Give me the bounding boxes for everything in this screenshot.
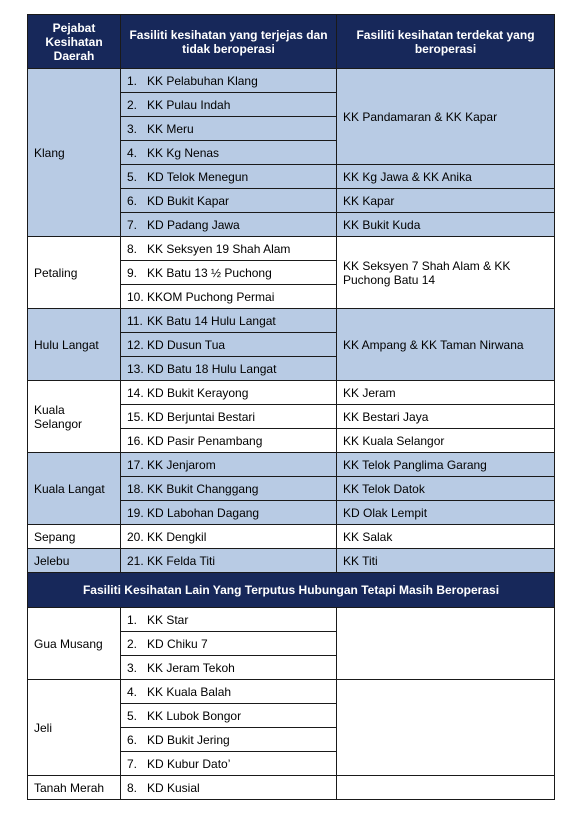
facility-name: KK Lubok Bongor <box>147 708 242 723</box>
facility-number: 18. <box>127 481 144 496</box>
section-header-row <box>28 573 555 608</box>
facility-number: 11. <box>127 313 143 328</box>
facilities-table <box>27 14 555 800</box>
nearest-facility-cell: KK Salak <box>337 525 555 549</box>
nearest-facility-cell: KK Kuala Selangor <box>337 429 555 453</box>
affected-facility-cell <box>121 117 337 141</box>
table-row <box>28 680 555 704</box>
facility-number: 21. <box>127 553 144 568</box>
affected-facility-cell <box>121 213 337 237</box>
affected-facility-cell <box>121 69 337 93</box>
facility-number: 2. <box>127 97 138 112</box>
nearest-facility-cell: KK Jeram <box>337 381 555 405</box>
affected-facility-cell <box>121 165 337 189</box>
district-cell: Gua Musang <box>28 608 121 680</box>
table-row <box>28 381 555 405</box>
facility-number: 2. <box>127 636 138 651</box>
district-cell: Kuala Selangor <box>28 381 121 453</box>
header-nearest: Fasiliti kesihatan terdekat yang beroperasi <box>337 15 555 69</box>
facility-number: 13. <box>127 361 144 376</box>
connected-facility-cell <box>121 776 337 800</box>
facility-name: KD Bukit Jering <box>147 732 230 747</box>
table-row <box>28 309 555 333</box>
connected-facility-cell <box>121 728 337 752</box>
empty-cell <box>337 608 555 680</box>
nearest-facility-cell: KK Bukit Kuda <box>337 213 555 237</box>
facility-number: 10. <box>127 289 144 304</box>
table-row <box>28 525 555 549</box>
connected-facility-cell <box>121 656 337 680</box>
facility-name: KK Felda Titi <box>147 553 216 568</box>
facility-name: KK Meru <box>147 121 194 136</box>
table-row <box>28 69 555 93</box>
affected-facility-cell <box>121 237 337 261</box>
nearest-facility-cell: KD Olak Lempit <box>337 501 555 525</box>
facility-number: 8. <box>127 780 138 795</box>
affected-facility-cell <box>121 333 337 357</box>
district-cell: Hulu Langat <box>28 309 121 381</box>
facility-number: 4. <box>127 684 138 699</box>
empty-cell <box>337 680 555 776</box>
connected-facility-cell <box>121 632 337 656</box>
facility-number: 7. <box>127 756 138 771</box>
facility-name: KD Kusial <box>147 780 200 795</box>
connected-facility-cell <box>121 704 337 728</box>
nearest-facility-cell: KK Pandamaran & KK Kapar <box>337 69 555 165</box>
facility-name: KK Batu 13 ½ Puchong <box>147 265 272 280</box>
facility-number: 17. <box>127 457 144 472</box>
facility-number: 16. <box>127 433 144 448</box>
nearest-facility-cell: KK Telok Datok <box>337 477 555 501</box>
affected-facility-cell <box>121 357 337 381</box>
facility-name: KD Dusun Tua <box>147 337 226 352</box>
facility-name: KD Batu 18 Hulu Langat <box>147 361 277 376</box>
header-affected: Fasiliti kesihatan yang terjejas dan tidak beroperasi <box>121 15 337 69</box>
nearest-facility-cell: KK Bestari Jaya <box>337 405 555 429</box>
nearest-facility-cell: KK Ampang & KK Taman Nirwana <box>337 309 555 381</box>
facility-number: 7. <box>127 217 138 232</box>
connected-facility-cell <box>121 608 337 632</box>
affected-facility-cell <box>121 453 337 477</box>
facility-name: KD Padang Jawa <box>147 217 240 232</box>
facility-number: 4. <box>127 145 138 160</box>
affected-facility-cell <box>121 501 337 525</box>
affected-facility-cell <box>121 189 337 213</box>
header-row <box>28 15 555 69</box>
nearest-facility-cell: KK Titi <box>337 549 555 573</box>
affected-facility-cell <box>121 93 337 117</box>
facility-name: KK Seksyen 19 Shah Alam <box>147 241 291 256</box>
facility-number: 20. <box>127 529 144 544</box>
affected-facility-cell <box>121 525 337 549</box>
district-cell: Jeli <box>28 680 121 776</box>
nearest-facility-cell: KK Kg Jawa & KK Anika <box>337 165 555 189</box>
table-row <box>28 776 555 800</box>
header-district: Pejabat Kesihatan Daerah <box>28 15 121 69</box>
affected-facility-cell <box>121 549 337 573</box>
facility-number: 1. <box>127 612 138 627</box>
facility-number: 6. <box>127 732 138 747</box>
facility-name: KK Jenjarom <box>147 457 216 472</box>
table-row <box>28 237 555 261</box>
facility-name: KD Kubur Dato’ <box>147 756 231 771</box>
facility-name: KD Telok Menegun <box>147 169 249 184</box>
connected-facility-cell <box>121 680 337 704</box>
facility-name: KK Kuala Balah <box>147 684 232 699</box>
table-row <box>28 453 555 477</box>
district-cell: Tanah Merah <box>28 776 121 800</box>
facility-name: KK Star <box>147 612 189 627</box>
district-cell: Petaling <box>28 237 121 309</box>
facility-number: 9. <box>127 265 138 280</box>
facility-name: KK Pulau Indah <box>147 97 231 112</box>
affected-facility-cell <box>121 381 337 405</box>
affected-facility-cell <box>121 141 337 165</box>
facility-number: 3. <box>127 660 138 675</box>
facility-name: KKOM Puchong Permai <box>147 289 275 304</box>
affected-facility-cell <box>121 309 337 333</box>
affected-facility-cell <box>121 405 337 429</box>
affected-facility-cell <box>121 285 337 309</box>
section-title: Fasiliti Kesihatan Lain Yang Terputus Hubungan Tetapi Masih Beroperasi <box>28 573 555 608</box>
affected-facility-cell <box>121 429 337 453</box>
facility-number: 5. <box>127 708 138 723</box>
facility-name: KK Kg Nenas <box>147 145 220 160</box>
facility-name: KK Batu 14 Hulu Langat <box>147 313 276 328</box>
connected-facility-cell <box>121 752 337 776</box>
facility-number: 8. <box>127 241 138 256</box>
district-cell: Jelebu <box>28 549 121 573</box>
facility-number: 19. <box>127 505 144 520</box>
facility-name: KD Berjuntai Bestari <box>147 409 256 424</box>
facility-name: KD Bukit Kapar <box>147 193 230 208</box>
district-cell: Kuala Langat <box>28 453 121 525</box>
facility-number: 3. <box>127 121 138 136</box>
table-row <box>28 549 555 573</box>
facility-name: KD Pasir Penambang <box>147 433 263 448</box>
facility-name: KK Jeram Tekoh <box>147 660 235 675</box>
facility-name: KK Bukit Changgang <box>147 481 259 496</box>
empty-cell <box>337 776 555 800</box>
facility-name: KD Labohan Dagang <box>147 505 260 520</box>
facility-number: 6. <box>127 193 138 208</box>
affected-facility-cell <box>121 261 337 285</box>
affected-facility-cell <box>121 477 337 501</box>
nearest-facility-cell: KK Seksyen 7 Shah Alam & KK Puchong Batu 14 <box>337 237 555 309</box>
facility-name: KD Chiku 7 <box>147 636 208 651</box>
facility-number: 15. <box>127 409 144 424</box>
district-cell: Sepang <box>28 525 121 549</box>
district-cell: Klang <box>28 69 121 237</box>
facility-name: KK Pelabuhan Klang <box>147 73 258 88</box>
facility-number: 1. <box>127 73 138 88</box>
table-row <box>28 608 555 632</box>
nearest-facility-cell: KK Kapar <box>337 189 555 213</box>
facility-name: KK Dengkil <box>147 529 207 544</box>
facility-number: 14. <box>127 385 144 400</box>
nearest-facility-cell: KK Telok Panglima Garang <box>337 453 555 477</box>
facility-number: 5. <box>127 169 138 184</box>
facility-name: KD Bukit Kerayong <box>147 385 249 400</box>
facility-number: 12. <box>127 337 144 352</box>
